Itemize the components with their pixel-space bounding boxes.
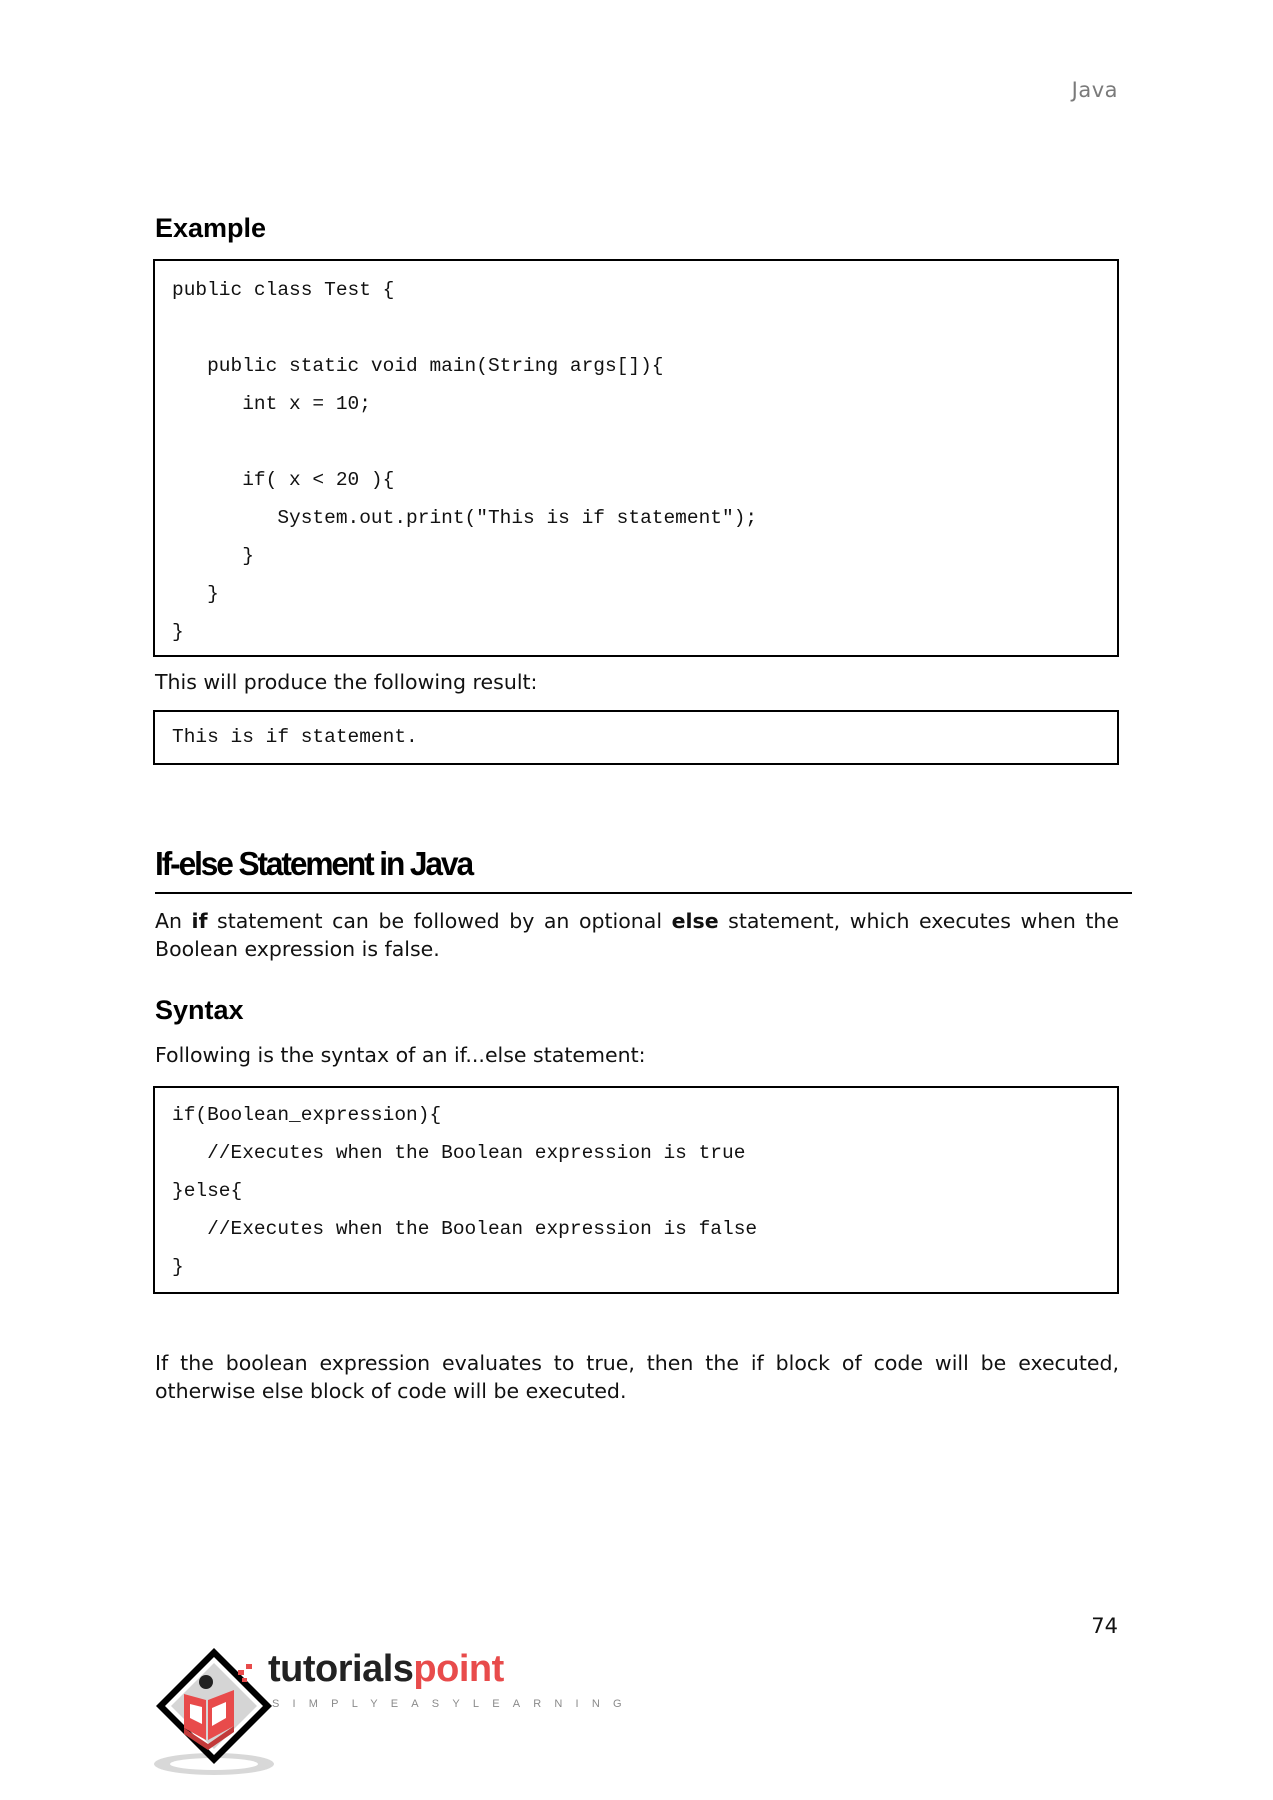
- example-heading: Example: [155, 213, 267, 243]
- running-header: Java: [1071, 78, 1118, 102]
- code-line: [155, 309, 1117, 347]
- code-line: }else{: [172, 1180, 243, 1202]
- logo-word-dark: tutorials: [268, 1648, 414, 1690]
- section-intro: [155, 907, 1119, 963]
- intro-text: statement can be followed by an optional: [207, 909, 672, 933]
- keyword-if: if: [191, 909, 208, 933]
- logo-wordmark: [268, 1648, 504, 1691]
- intro-text: An: [155, 909, 192, 933]
- code-line: public static void main(String args[]){: [172, 355, 664, 377]
- syntax-heading: Syntax: [155, 995, 244, 1025]
- code-line: }: [172, 621, 184, 643]
- logo-word-red: point: [413, 1648, 504, 1690]
- syntax-code-block: [153, 1086, 1119, 1294]
- output-block: [153, 710, 1119, 765]
- code-line: //Executes when the Boolean expression is false: [172, 1218, 758, 1240]
- page-number: 74: [1091, 1614, 1118, 1638]
- code-line: if( x < 20 ){: [172, 469, 395, 491]
- code-line: }: [172, 1256, 184, 1278]
- intro-text: statement, which executes when the Boolean expression is false.: [155, 909, 1119, 961]
- tutorialspoint-logo: [150, 1640, 635, 1780]
- section-title: If-else Statement in Java: [155, 845, 472, 882]
- code-line: System.out.print("This is if statement");: [172, 507, 758, 529]
- section-title-underline: [155, 892, 1132, 894]
- code-line: [155, 423, 1117, 461]
- code-line: public class Test {: [172, 279, 395, 301]
- keyword-else: else: [671, 909, 719, 933]
- code-line: }: [172, 545, 254, 567]
- output-line: This is if statement.: [172, 726, 418, 748]
- closing-paragraph: If the boolean expression evaluates to true, then the if block of code will be executed, otherwise else block of code will be executed.: [155, 1351, 1119, 1403]
- book-reader-diamond-icon: [150, 1640, 280, 1780]
- code-line: if(Boolean_expression){: [172, 1104, 442, 1126]
- example-code-block: [153, 259, 1119, 657]
- result-intro: This will produce the following result:: [155, 670, 538, 694]
- code-line: }: [172, 583, 219, 605]
- logo-tagline: SIMPLYEASYLEARNING: [272, 1698, 635, 1710]
- code-line: int x = 10;: [172, 393, 371, 415]
- code-line: //Executes when the Boolean expression is true: [172, 1142, 746, 1164]
- syntax-intro: Following is the syntax of an if...else statement:: [155, 1043, 646, 1067]
